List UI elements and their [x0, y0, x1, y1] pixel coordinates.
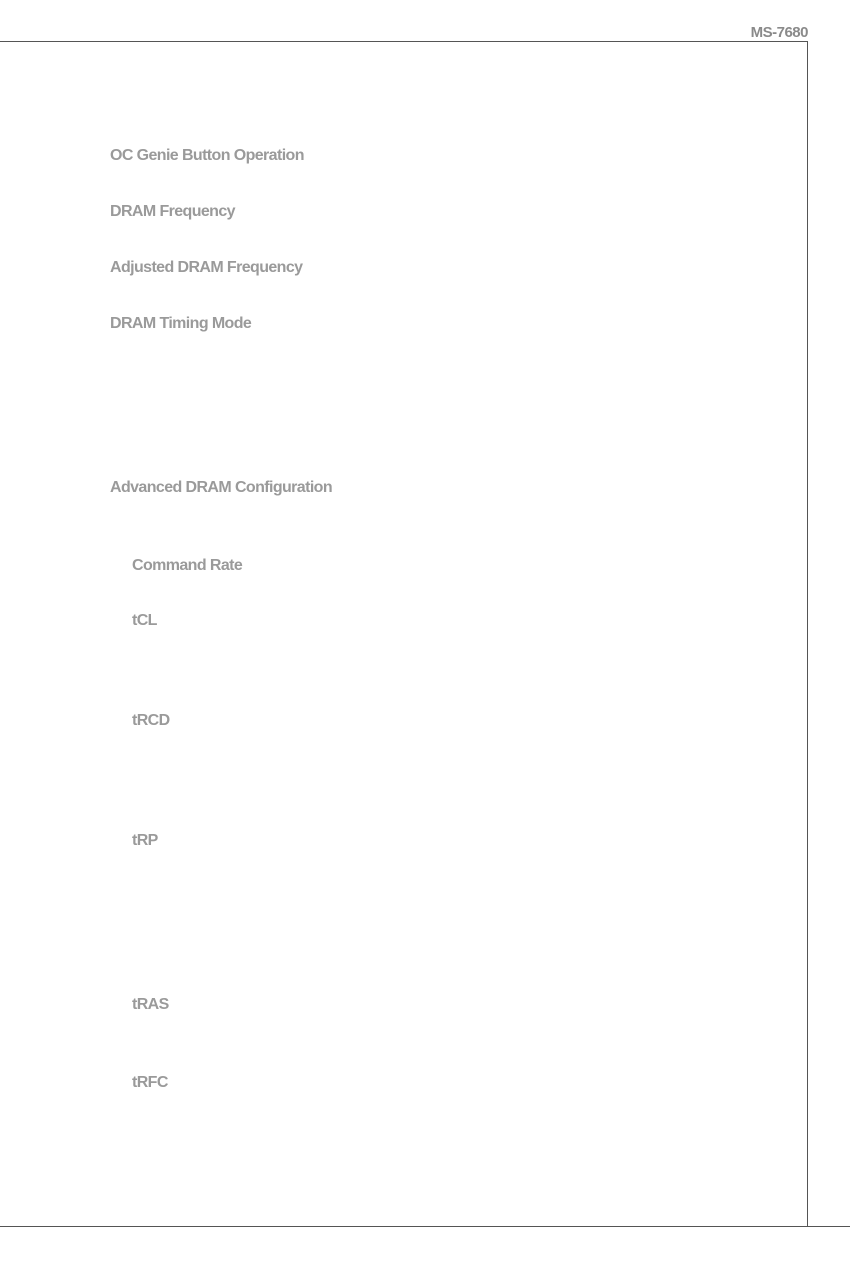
- subsetting-tras: tRAS: [132, 996, 169, 1013]
- subsetting-trcd: tRCD: [132, 712, 170, 729]
- subsetting-tcl: tCL: [132, 612, 157, 629]
- page-side-rule: [807, 41, 808, 1226]
- subsetting-command-rate: Command Rate: [132, 557, 243, 574]
- setting-adjusted-dram-frequency: Adjusted DRAM Frequency: [110, 259, 303, 276]
- setting-dram-frequency: DRAM Frequency: [110, 203, 235, 220]
- setting-advanced-dram-configuration: Advanced DRAM Configuration: [110, 479, 333, 496]
- subsetting-trfc: tRFC: [132, 1074, 168, 1091]
- setting-dram-timing-mode: DRAM Timing Mode: [110, 315, 252, 332]
- setting-oc-genie-button-operation: OC Genie Button Operation: [110, 147, 304, 164]
- model-number: MS-7680: [750, 24, 808, 41]
- header-rule: [0, 41, 808, 42]
- footer-rule: [0, 1226, 850, 1227]
- subsetting-trp: tRP: [132, 832, 158, 849]
